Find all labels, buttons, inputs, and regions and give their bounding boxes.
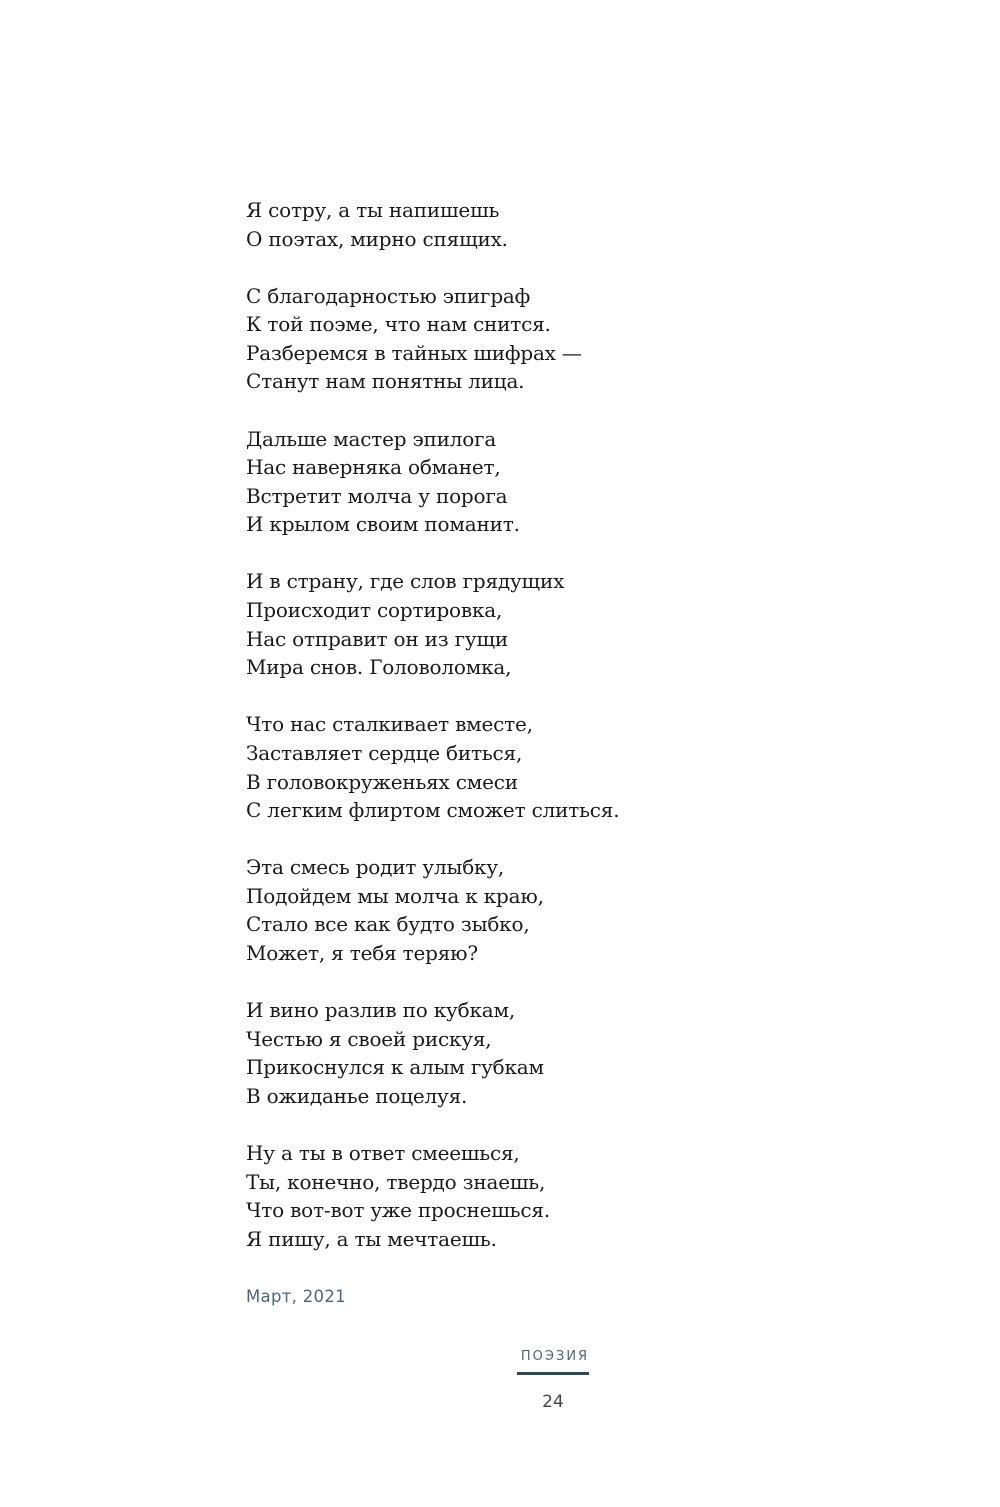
poem-line: И вино разлив по кубкам, [246, 998, 515, 1023]
poem-line: Что вот-вот уже проснешься. [246, 1198, 550, 1223]
poem-line: Эта смесь родит улыбку, [246, 855, 505, 880]
poem-line: Стало все как будто зыбко, [246, 912, 530, 937]
stanza-5 [246, 710, 846, 824]
poem-line: С легким флиртом сможет слиться. [246, 798, 620, 823]
poem-line: Я сотру, а ты напишешь [246, 198, 500, 222]
poem-line: Нас наверняка обманет, [246, 455, 501, 480]
stanza-6 [246, 853, 846, 967]
section-divider [517, 1372, 589, 1375]
poem-line: Нас отправит он из гущи [246, 626, 508, 651]
poem-line: Встретит молча у порога [246, 483, 508, 508]
poem-line: Может, я тебя теряю? [246, 940, 478, 965]
poem-line: Ты, конечно, твердо знаешь, [246, 1169, 546, 1194]
poem-line: Дальше мастер эпилога [246, 426, 497, 451]
poem-line: В ожиданье поцелуя. [246, 1083, 468, 1108]
stanza-1 [246, 196, 846, 253]
poem-line: И в страну, где слов грядущих [246, 569, 565, 594]
poem-line: Происходит сортировка, [246, 598, 503, 623]
poem-line: Мира снов. Головоломка, [246, 655, 512, 680]
poem-line: В головокруженьях смеси [246, 769, 518, 794]
stanza-4 [246, 567, 846, 681]
stanza-2 [246, 282, 846, 396]
poem-line: Подойдем мы молча к краю, [246, 883, 544, 908]
poem-line: Честью я своей рискуя, [246, 1026, 492, 1051]
poem-line: Прикоснулся к алым губкам [246, 1055, 544, 1080]
stanza-3 [246, 425, 846, 539]
stanza-8 [246, 1139, 846, 1253]
poem-line: И крылом своим поманит. [246, 512, 520, 537]
stanza-7 [246, 996, 846, 1110]
poem-date: Март, 2021 [246, 1287, 346, 1306]
poem-line: О поэтах, мирно спящих. [246, 226, 508, 251]
poem-line: Что нас сталкивает вместе, [246, 712, 533, 737]
poem-line: Ну а ты в ответ смеешься, [246, 1140, 520, 1165]
poem-line: Я пишу, а ты мечтаешь. [246, 1226, 497, 1251]
poem-line: С благодарностью эпиграф [246, 283, 531, 308]
poem-line: Станут нам понятны лица. [246, 369, 525, 394]
poem-line: К той поэме, что нам снится. [246, 312, 551, 337]
poem-line: Заставляет сердце биться, [246, 740, 523, 765]
page-number: 24 [542, 1392, 564, 1412]
poem-body [246, 196, 846, 1282]
section-label: ПОЭЗИЯ [520, 1349, 590, 1364]
poem-line: Разберемся в тайных шифрах — [246, 340, 582, 365]
